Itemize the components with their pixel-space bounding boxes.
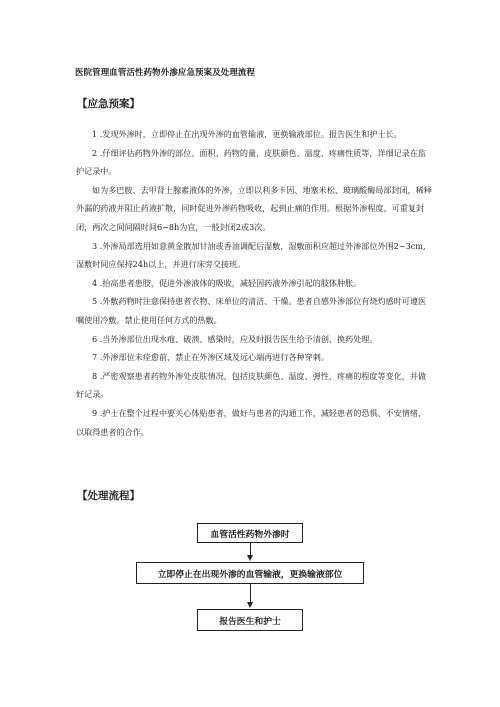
- section-heading-emergency: 【应急预案】: [77, 98, 140, 110]
- document-title: 医院管理血管活性药物外渗应急预案及处理流程: [75, 67, 256, 77]
- paragraph-6: 6 .当外渗部位出现水疱、破溃、感染时，应及时报告医生给予清创、换药处理。: [92, 333, 378, 344]
- paragraph-1: 1 .发现外渗时，立即停止在出现外渗的血管输液，更换输液部位。报告医生和护士长。: [92, 129, 402, 139]
- paragraph-5: 5 .外敷药物时注意保持患者衣物、床单位的清洁、干燥。患者自感外渗部位有烧灼感时可遵医嘱使用冷敷。禁止使用任何方式的热敷。: [76, 296, 427, 325]
- flow-step-3: 报告医生和护士: [197, 609, 303, 631]
- paragraph-2-detail: 如为多巴胺、去甲肾上腺素液体的外渗，立即以利多卡因、地塞米松、玻璃酸酶局部封闭，稀释外漏的药液并阻止药液扩散，同时促进外渗药物吸收，起到止痛的作用。根据外渗程度，可重复封闭，两次之间间隔时间6~8h为宜，一般封闭2或3次。: [76, 184, 432, 232]
- flow-step-1: 血管活性药物外渗时: [197, 523, 303, 543]
- flow-arrow-2: [250, 584, 251, 603]
- flow-arrow-2-head: [247, 602, 253, 608]
- paragraph-2: 2 .仔细评估药物外渗的部位、面积、药物的量，皮肤颜色、温度、疼痛性质等，详细记录在监护记录中。: [76, 147, 427, 177]
- process-flowchart: [0, 520, 500, 640]
- paragraph-8: 8 .严密观察患者药物外渗处皮肤情况，包括皮肤颜色、温度、弹性、疼痛的程度等变化，并做好记录。: [76, 370, 427, 400]
- section-heading-process: 【处理流程】: [77, 490, 140, 502]
- flow-step-2: 立即停止在出现外渗的血管输液，更换输液部位: [136, 562, 364, 584]
- paragraph-4: 4 .抬高患者患肢，促进外渗液体的吸收，减轻因药液外渗引起的肢体肿胀。: [92, 277, 362, 288]
- paragraph-7: 7 .外渗部位未痊愈前，禁止在外渗区域及远心端再进行各种穿刺。: [92, 352, 329, 363]
- paragraph-9: 9 .护士在整个过程中要关心体贴患者，做好与患者的沟通工作，减轻患者的恐惧、不安情绪，以取得患者的合作。: [76, 407, 427, 437]
- paragraph-3: 3 .外渗局部选用如意黄金散加甘油或香油调配后湿敷，湿敷面积应超过外渗部位外围2~3cm,湿敷时间应保持24h以上，并进行床旁交接班。: [76, 240, 426, 270]
- flow-arrow-1-head: [247, 555, 253, 561]
- emergency-plan-body: [76, 125, 432, 441]
